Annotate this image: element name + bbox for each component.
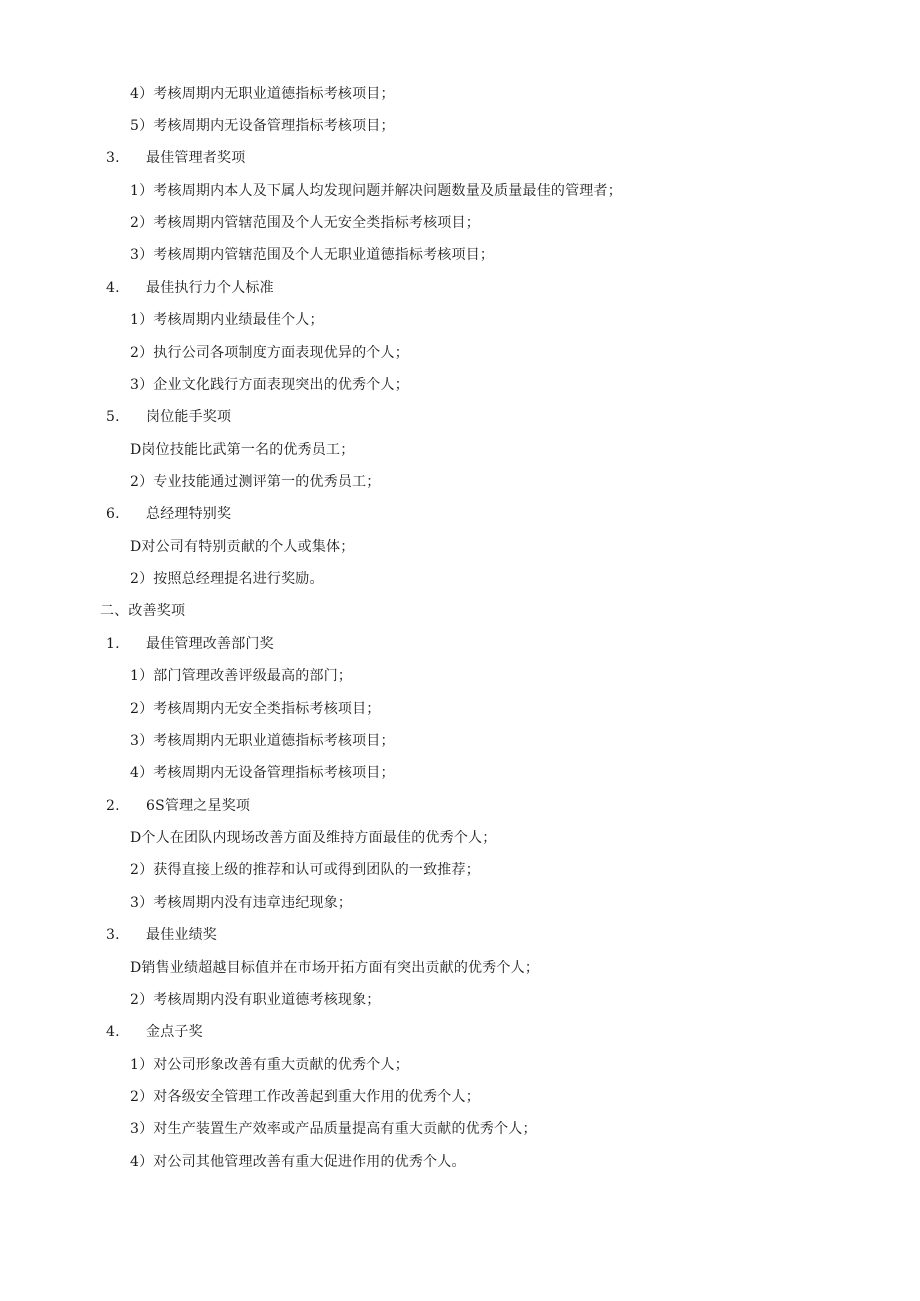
award-number: 4. — [106, 280, 120, 296]
award-title: 6S管理之星奖项 — [146, 798, 251, 814]
award-number: 5. — [106, 409, 120, 425]
award-heading — [106, 1020, 203, 1044]
criteria-item: 1）对公司形象改善有重大贡献的优秀个人； — [130, 1057, 409, 1073]
award-number: 2. — [106, 798, 120, 814]
criteria-item: 3）企业文化践行方面表现突出的优秀个人； — [130, 377, 409, 393]
criteria-item: 3）考核周期内没有违章违纪现象； — [130, 895, 353, 911]
award-title: 最佳管理者奖项 — [146, 150, 246, 166]
criteria-item: 2）获得直接上级的推荐和认可或得到团队的一致推荐； — [130, 862, 480, 878]
award-title: 最佳业绩奖 — [146, 927, 217, 943]
criteria-item: 3）对生产装置生产效率或产品质量提高有重大贡献的优秀个人； — [130, 1121, 537, 1137]
criteria-item: D个人在团队内现场改善方面及维持方面最佳的优秀个人； — [130, 830, 497, 846]
criteria-item: 2）对各级安全管理工作改善起到重大作用的优秀个人； — [130, 1089, 480, 1105]
criteria-item: 5）考核周期内无设备管理指标考核项目； — [130, 118, 395, 134]
award-heading — [106, 794, 250, 818]
award-title: 岗位能手奖项 — [146, 409, 232, 425]
criteria-item: 2）考核周期内管辖范围及个人无安全类指标考核项目； — [130, 215, 480, 231]
criteria-item: 2）考核周期内无安全类指标考核项目； — [130, 701, 381, 717]
criteria-item: 2）按照总经理提名进行奖励。 — [130, 571, 324, 587]
award-heading — [106, 632, 274, 656]
section-heading: 二、改善奖项 — [100, 603, 186, 619]
award-heading — [106, 405, 231, 429]
award-number: 3. — [106, 150, 120, 166]
criteria-item: 2）考核周期内没有职业道德考核现象； — [130, 992, 381, 1008]
criteria-item: D岗位技能比武第一名的优秀员工； — [130, 442, 355, 458]
criteria-item: 4）考核周期内无设备管理指标考核项目； — [130, 765, 395, 781]
award-title: 最佳执行力个人标准 — [146, 280, 274, 296]
criteria-item: 3）考核周期内管辖范围及个人无职业道德指标考核项目； — [130, 247, 495, 263]
criteria-item: 1）部门管理改善评级最高的部门； — [130, 668, 353, 684]
award-heading — [106, 276, 274, 300]
award-number: 6. — [106, 506, 120, 522]
criteria-item: 1）考核周期内业绩最佳个人； — [130, 312, 324, 328]
criteria-item: D销售业绩超越目标值并在市场开拓方面有突出贡献的优秀个人； — [130, 960, 540, 976]
criteria-item: D对公司有特别贡献的个人或集体； — [130, 539, 355, 555]
criteria-item: 4）考核周期内无职业道德指标考核项目； — [130, 86, 395, 102]
criteria-item: 2）执行公司各项制度方面表现优异的个人； — [130, 345, 409, 361]
award-number: 1. — [106, 636, 120, 652]
award-title: 最佳管理改善部门奖 — [146, 636, 274, 652]
award-heading — [106, 923, 217, 947]
criteria-item: 4）对公司其他管理改善有重大促进作用的优秀个人。 — [130, 1154, 466, 1170]
award-title: 金点子奖 — [146, 1024, 203, 1040]
award-heading — [106, 146, 245, 170]
criteria-item: 3）考核周期内无职业道德指标考核项目； — [130, 733, 395, 749]
award-title: 总经理特别奖 — [146, 506, 232, 522]
criteria-item: 1）考核周期内本人及下属人均发现问题并解决问题数量及质量最佳的管理者； — [130, 183, 622, 199]
award-heading — [106, 502, 231, 526]
award-number: 3. — [106, 927, 120, 943]
criteria-item: 2）专业技能通过测评第一的优秀员工； — [130, 474, 381, 490]
award-number: 4. — [106, 1024, 120, 1040]
